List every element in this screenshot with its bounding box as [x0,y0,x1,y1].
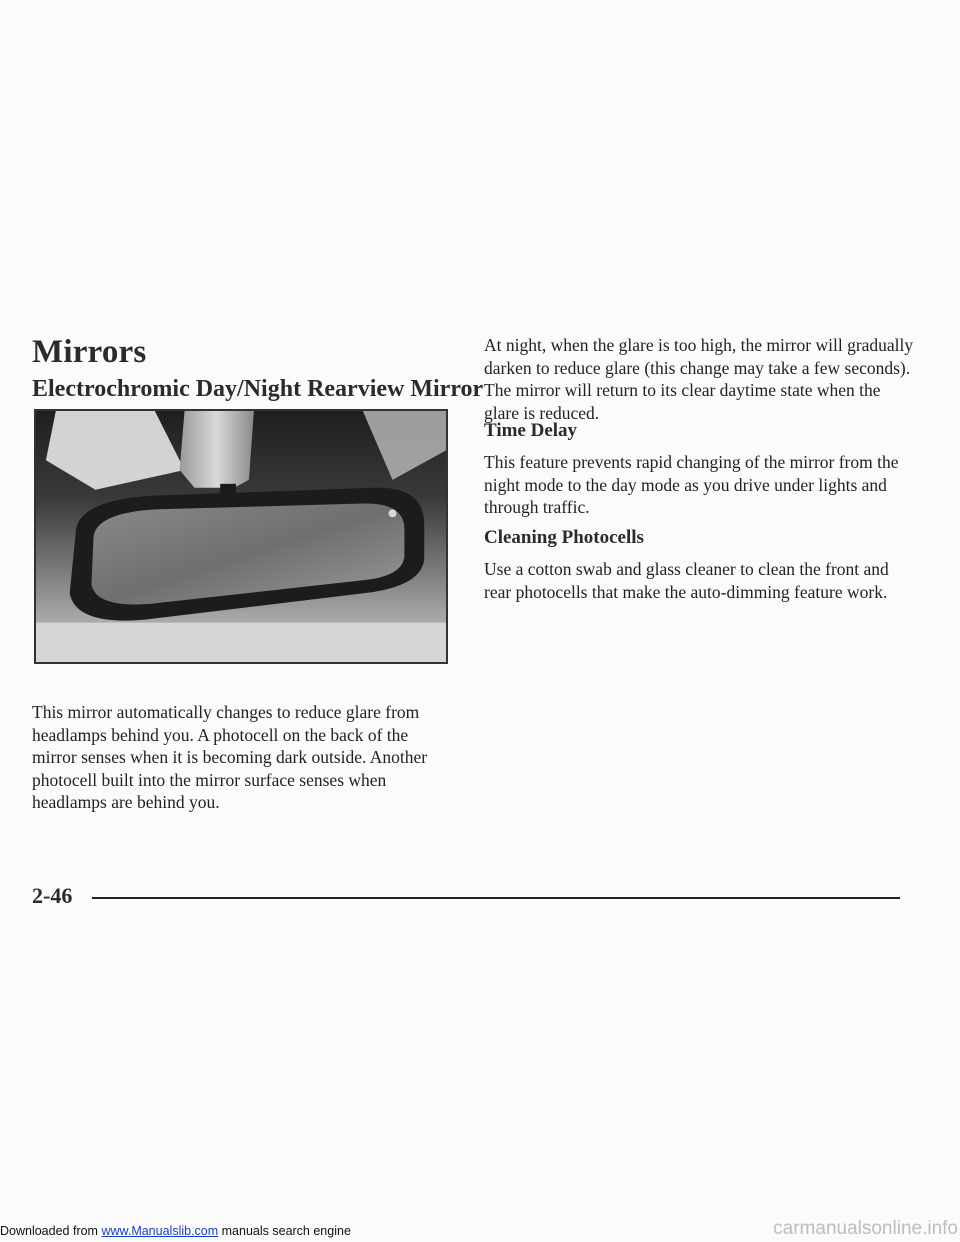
time-delay-heading: Time Delay [484,420,578,441]
mirror-illustration [36,411,446,662]
footer-suffix: manuals search engine [218,1224,351,1238]
manualslib-link[interactable]: www.Manualslib.com [101,1224,219,1238]
page-number: 2-46 [32,883,73,908]
cleaning-photocells-heading: Cleaning Photocells [484,527,644,548]
subsection-title: Electrochromic Day/Night Rearview Mirror [32,376,484,402]
watermark-text: carmanualsonline.info [773,1218,958,1239]
download-footer [0,1224,351,1238]
page-rule [92,897,900,899]
footer-prefix: Downloaded from [0,1224,102,1238]
rearview-mirror-photo [34,409,448,664]
mirror-description: This mirror automatically changes to reduce glare from headlamps behind you. A photocell on the back of the mirror senses when it is becoming dark outside. Another photocell built into the mirror surface senses when headlamps are behind you. [32,702,428,812]
night-glare-paragraph: At night, when the glare is too high, the mirror will gradually darken to reduce glare (this change may take a few seconds). The mirror will return to its clear daytime state when the glare is reduced. [484,335,914,423]
cleaning-photocells-text: Use a cotton swab and glass cleaner to clean the front and rear photocells that make the auto-dimming feature work. [484,559,889,602]
section-title: Mirrors [32,334,147,370]
time-delay-text: This feature prevents rapid changing of the mirror from the night mode to the day mode as you drive under lights and through traffic. [484,452,899,517]
